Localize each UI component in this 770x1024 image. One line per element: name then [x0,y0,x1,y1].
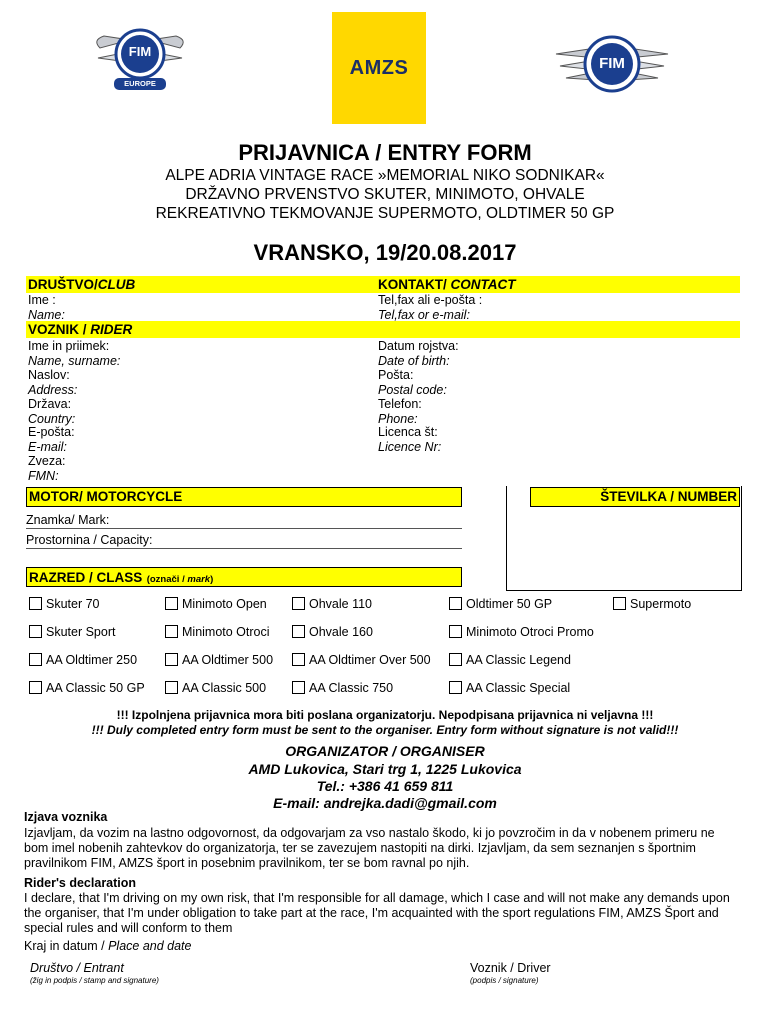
organizer-address: AMD Lukovica, Stari trg 1, 1225 Lukovica [248,761,522,777]
rider-country-label-en: Country: [28,411,76,426]
club-header [28,277,135,292]
checkbox[interactable] [165,625,178,638]
checkbox[interactable] [292,625,305,638]
rider-email-label: E-pošta: [28,425,75,439]
checkbox[interactable] [165,653,178,666]
rider-postal-label-en: Postal code: [378,382,447,397]
checkbox[interactable] [29,653,42,666]
checkbox[interactable] [613,597,626,610]
notice-sl: !!! Izpolnjena prijavnica mora biti poslana organizatorju. Nepodpisana prijavnica ni veljavna !!! [116,708,654,722]
rider-birthdate-field[interactable] [378,339,459,368]
contact-header-sl: KONTAKT/ [378,277,451,292]
class-checkbox-aa-oldtimer-over-500[interactable] [292,653,431,667]
club-name-label: Ime : [28,293,56,307]
class-checkbox-oldtimer-50gp[interactable] [449,597,552,611]
motorcycle-capacity-field[interactable] [26,533,462,549]
class-label: Ohvale 110 [309,597,373,611]
class-header [29,569,213,587]
class-label: AA Classic 500 [182,681,267,695]
class-checkbox-aa-classic-special[interactable] [449,681,570,695]
rider-licence-label: Licenca št: [378,425,438,439]
class-hint [147,574,214,585]
fim-europe-logo [90,18,190,96]
driver-signature-note: (podpis / signature) [470,976,539,985]
class-checkbox-minimoto-otroci[interactable] [165,625,270,639]
fim-logo [552,28,672,98]
class-label: Minimoto Otroci [182,625,270,639]
class-checkbox-ohvale-160[interactable] [292,625,373,639]
class-checkbox-aa-classic-legend[interactable] [449,653,571,667]
rider-country-field[interactable] [28,397,75,426]
notice-en: !!! Duly completed entry form must be sent to the organiser. Entry form without signature is not valid!!! [91,723,679,737]
event-place-date: VRANSKO, 19/20.08.2017 [253,240,517,265]
class-hint-sl: (označi / [146,574,188,585]
checkbox[interactable] [449,681,462,694]
rider-federation-field[interactable] [28,454,66,483]
contact-label: Tel,fax ali e-pošta : [378,293,483,307]
entrant-signature-label: Društvo / Entrant [30,961,124,975]
checkbox[interactable] [449,653,462,666]
contact-header [378,277,516,292]
rider-birthdate-label-en: Date of birth: [378,353,450,368]
driver-signature-label: Voznik / Driver [470,961,551,975]
rider-header-bar [26,321,740,338]
rider-address-label: Naslov: [28,368,70,382]
class-checkbox-skuter-sport[interactable] [29,625,115,639]
amzs-logo [332,12,426,124]
motorcycle-brand-label: Znamka/ Mark: [26,513,110,527]
motorcycle-header: MOTOR/ MOTORCYCLE [29,489,183,504]
rider-country-label: Država: [28,397,72,411]
class-checkbox-aa-oldtimer-250[interactable] [29,653,137,667]
checkbox[interactable] [165,597,178,610]
contact-field[interactable] [378,293,482,322]
rider-phone-field[interactable] [378,397,422,426]
checkbox[interactable] [165,681,178,694]
organizer-email: E-mail: andrejka.dadi@gmail.com [273,795,497,811]
motorcycle-capacity-label: Prostornina / Capacity: [26,533,153,547]
checkbox[interactable] [292,597,305,610]
class-checkbox-aa-classic-750[interactable] [292,681,393,695]
motorcycle-brand-field[interactable] [26,513,462,529]
entrant-signature-note: (žig in podpis / stamp and signature) [30,976,159,985]
organizer-title: ORGANIZATOR / ORGANISER [285,743,485,759]
europe-logo-text: EUROPE [124,79,156,88]
class-label: AA Oldtimer 250 [46,653,138,667]
fim-logo-right-text: FIM [599,55,625,72]
rider-address-field[interactable] [28,368,77,397]
declaration-sl-title: Izjava voznika [24,810,108,824]
club-header-en: CLUB [97,277,136,292]
class-label: Skuter 70 [46,597,100,611]
place-date-label: Kraj in datum / [24,939,109,953]
checkbox[interactable] [449,597,462,610]
declaration-sl-text: Izjavljam, da vozim na lastno odgovornost, da odgovarjam za vso nastalo škodo, ki jo povzročim in da v nobenem primeru ne bom imel nobenih zahtevkov do organizatorja, ter se zavezujem nastopiti na dirki. Izjavljam, da sem seznanjen s športnim pravilnikom FIM, AMZS šport in posebnim pravilnikom, ter se bom ravnal po njih. [24,826,715,871]
rider-licence-label-en: Licence Nr: [378,439,442,454]
checkbox[interactable] [292,653,305,666]
class-label: AA Classic 50 GP [46,681,145,695]
rider-federation-label-en: FMN: [28,468,59,483]
class-checkbox-skuter-70[interactable] [29,597,100,611]
class-label: Ohvale 160 [309,625,373,639]
rider-postal-field[interactable] [378,368,447,397]
rider-header [28,322,132,337]
class-checkbox-aa-oldtimer-500[interactable] [165,653,273,667]
rider-name-field[interactable] [28,339,120,368]
class-label: AA Classic Legend [466,653,571,667]
class-checkbox-aa-classic-500[interactable] [165,681,266,695]
club-name-field[interactable] [28,293,65,322]
page-title: PRIJAVNICA / ENTRY FORM [238,140,532,165]
rider-email-label-en: E-mail: [28,439,67,454]
rider-phone-label-en: Phone: [378,411,418,426]
class-checkbox-ohvale-110[interactable] [292,597,372,611]
amzs-logo-text: AMZS [349,56,409,79]
declaration-en-title: Rider's declaration [24,876,137,890]
club-header-sl: DRUŠTVO/ [28,277,98,292]
subtitle-line-1: ALPE ADRIA VINTAGE RACE »MEMORIAL NIKO SODNIKAR« [165,167,605,184]
rider-email-field[interactable] [28,425,75,454]
class-hint-en: mark [187,574,211,585]
class-label: Minimoto Open [182,597,267,611]
rider-postal-label: Pošta: [378,368,414,382]
checkbox[interactable] [29,625,42,638]
class-label: Oldtimer 50 GP [466,597,553,611]
rider-birthdate-label: Datum rojstva: [378,339,459,353]
class-checkbox-aa-classic-50gp[interactable] [29,681,145,695]
checkbox[interactable] [29,681,42,694]
place-date-label-en: Place and date [108,939,192,953]
class-label: AA Classic 750 [309,681,394,695]
class-checkbox-minimoto-otroci-promo[interactable] [449,625,594,639]
rider-federation-label: Zveza: [28,454,66,468]
class-label: AA Classic Special [466,681,571,695]
class-checkbox-supermoto[interactable] [613,597,691,611]
rider-name-label: Ime in priimek: [28,339,110,353]
class-label: AA Oldtimer 500 [182,653,274,667]
contact-label-en: Tel,fax or e-mail: [378,307,470,322]
rider-header-en: RIDER [90,322,133,337]
club-name-label-en: Name: [28,307,65,322]
fim-logo-text: FIM [128,44,152,59]
subtitle-line-3: REKREATIVNO TEKMOVANJE SUPERMOTO, OLDTIMER 50 GP [155,205,615,222]
checkbox[interactable] [292,681,305,694]
subtitle-line-2: DRŽAVNO PRVENSTVO SKUTER, MINIMOTO, OHVALE [185,186,585,203]
class-label: Supermoto [630,597,692,611]
checkbox[interactable] [449,625,462,638]
class-label: Skuter Sport [46,625,116,639]
class-label: Minimoto Otroci Promo [466,625,594,639]
class-header-label: RAZRED / CLASS [29,570,143,585]
rider-licence-field[interactable] [378,425,441,454]
rider-phone-label: Telefon: [378,397,422,411]
rider-name-label-en: Name, surname: [28,353,121,368]
rider-address-label-en: Address: [28,382,78,397]
checkbox[interactable] [29,597,42,610]
rider-header-sl: VOZNIK / [28,322,91,337]
class-hint-end: ) [210,574,214,585]
class-label: AA Oldtimer Over 500 [309,653,431,667]
declaration-en-text: I declare, that I'm driving on my own risk, that I'm responsible for all damage, which I case and will not make any demands upon the organiser, that I'm under obligation to take part at the race, I'm acquainted with the sport regulations FIM, AMZS Šport and special rules and will conform to them [24,891,730,936]
class-checkbox-minimoto-open[interactable] [165,597,267,611]
contact-header-en: CONTACT [450,277,516,292]
organizer-phone: Tel.: +386 41 659 811 [316,778,454,794]
place-date-field[interactable] [24,939,191,953]
number-header: ŠTEVILKA / NUMBER [600,489,737,504]
